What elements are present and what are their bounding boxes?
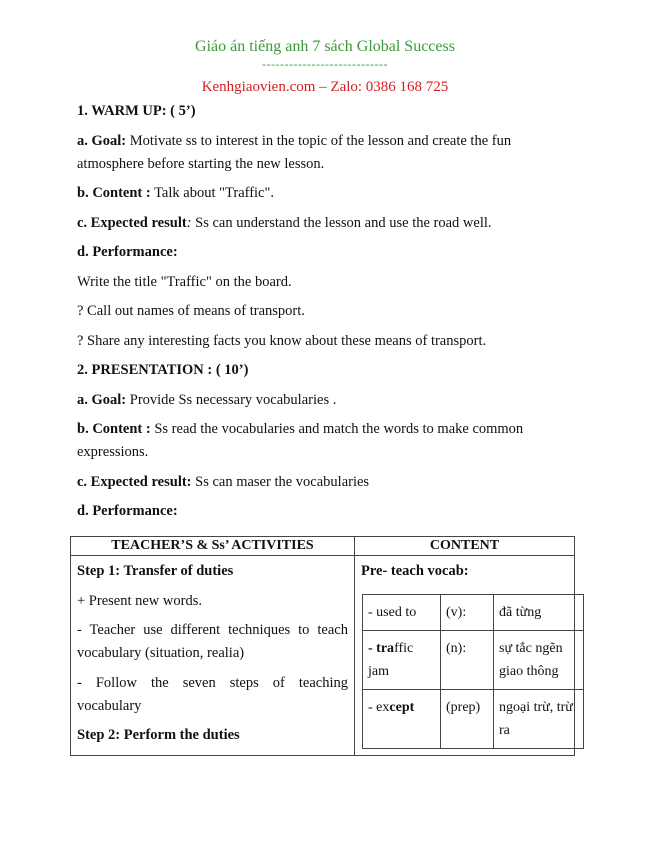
step2-heading: Step 2: Perform the duties	[77, 727, 240, 743]
activity-item-2-cont: vocabulary (situation, realia)	[77, 645, 245, 661]
warmup-perf-2: ? Call out names of means of transport.	[77, 303, 305, 319]
lesson-body	[77, 100, 577, 523]
activity-item-3-cont: vocabulary	[77, 697, 142, 714]
vocab-meaning: ngoại trừ, trừ ra	[494, 690, 584, 749]
vocab-word-rest: used to	[376, 605, 417, 620]
presentation-content-text: Ss read the vocabularies and match the words to make common	[150, 421, 524, 437]
presentation-goal-text: Provide Ss necessary vocabularies .	[126, 391, 337, 408]
vocab-word-rest: ffic jam	[368, 641, 414, 679]
header-site: Kenhgiaovien.com – Zalo: 0386 168 725	[201, 79, 449, 95]
col-right-header: CONTENT	[355, 537, 575, 556]
presentation-content-label: b. Content :	[77, 421, 151, 437]
page-header	[0, 38, 650, 96]
header-title: Giáo án tiếng anh 7 sách Global Success	[195, 38, 455, 55]
presentation-result-text: Ss can maser the vocabularies	[191, 473, 370, 490]
activity-item-1: + Present new words.	[77, 592, 202, 609]
vocab-word-bold: cept	[389, 700, 415, 715]
vocab-word-bold: tra	[376, 641, 395, 656]
vocab-word	[363, 690, 441, 749]
warmup-result-label: c. Expected result	[77, 214, 187, 231]
warmup-goal	[77, 130, 577, 153]
presentation-goal	[77, 389, 577, 412]
pre-teach-heading: Pre- teach vocab:	[361, 563, 469, 579]
warmup-heading: 1. WARM UP: ( 5’)	[77, 103, 196, 119]
warmup-goal-text: Motivate ss to interest in the topic of the lesson and create the fun	[126, 132, 512, 149]
warmup-result-colon: :	[186, 214, 192, 231]
activity-item-3: - Follow the seven steps of teaching	[77, 674, 348, 691]
presentation-result-label: c. Expected result:	[77, 473, 192, 490]
warmup-content	[77, 182, 577, 205]
vocab-type: (prep)	[441, 690, 494, 749]
warmup-result-text: Ss can understand the lesson and use the road well.	[191, 214, 492, 231]
activities-table	[70, 536, 575, 756]
warmup-content-text: Talk about "Traffic".	[150, 185, 275, 201]
vocab-row	[363, 595, 584, 631]
warmup-goal-cont: atmosphere before starting the new lesson.	[77, 155, 325, 172]
warmup-perf-3: ? Share any interesting facts you know about these means of transport.	[77, 332, 487, 349]
col-left-header: TEACHER’S & Ss’ ACTIVITIES	[71, 537, 355, 556]
vocab-meaning: sự tắc ngẽn giao thông	[494, 631, 584, 690]
presentation-heading: 2. PRESENTATION : ( 10’)	[77, 362, 249, 378]
presentation-result	[77, 471, 577, 494]
vocab-word-prefix: - ex	[368, 700, 390, 715]
vocab-type: (n):	[441, 631, 494, 690]
activities-cell	[71, 556, 355, 756]
step1-heading: Step 1: Transfer of duties	[77, 563, 234, 579]
presentation-performance-label: d. Performance:	[77, 503, 178, 519]
warmup-result	[77, 212, 577, 235]
vocab-row	[363, 690, 584, 749]
vocab-word	[363, 595, 441, 631]
vocab-word	[363, 631, 441, 690]
vocab-meaning: đã từng	[494, 595, 584, 631]
activity-item-2: - Teacher use different techniques to teach	[77, 622, 348, 638]
warmup-perf-1: Write the title "Traffic" on the board.	[77, 273, 292, 290]
vocab-word-prefix: -	[368, 641, 377, 656]
vocab-type: (v):	[441, 595, 494, 631]
presentation-goal-label: a. Goal:	[77, 391, 127, 408]
vocab-table	[362, 594, 584, 749]
warmup-content-label: b. Content :	[77, 185, 151, 201]
content-cell	[355, 556, 575, 756]
vocab-row	[363, 631, 584, 690]
warmup-goal-label: a. Goal:	[77, 132, 127, 149]
presentation-content	[77, 418, 577, 441]
vocab-word-prefix: -	[368, 605, 377, 620]
warmup-performance-label: d. Performance:	[77, 244, 178, 260]
presentation-content-cont: expressions.	[77, 444, 149, 460]
header-divider: ----------------------------	[262, 57, 388, 71]
